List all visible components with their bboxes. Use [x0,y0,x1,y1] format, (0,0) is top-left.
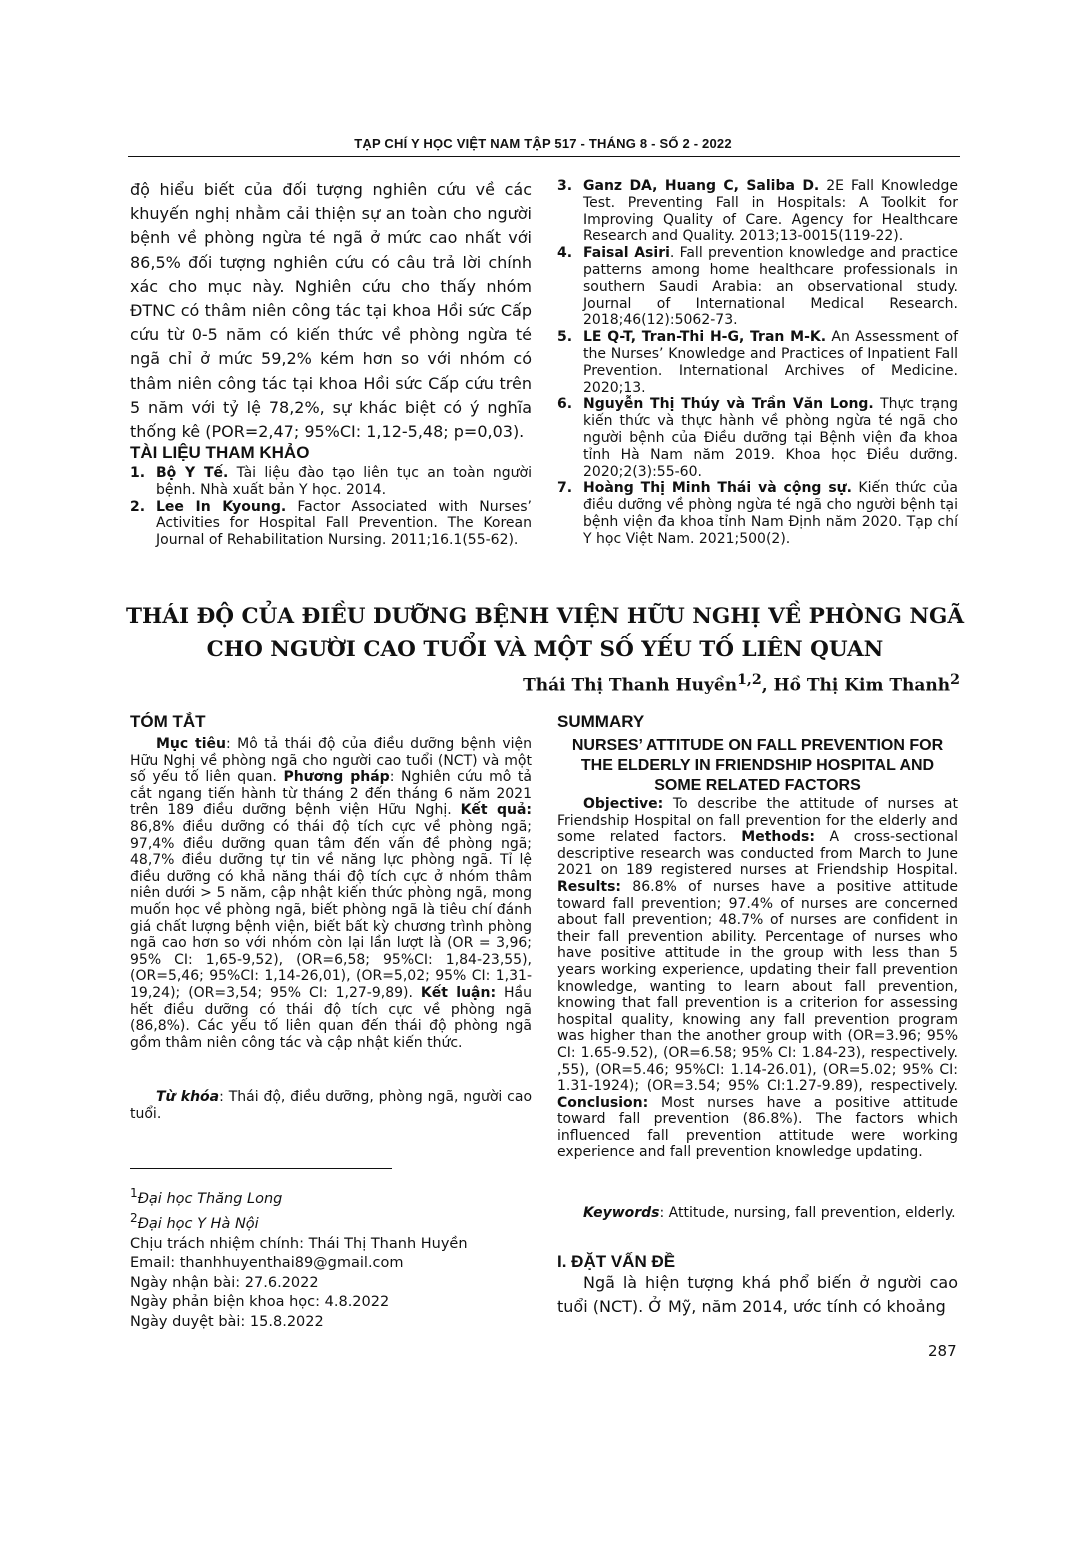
reference-item: 2. Lee In Kyoung. Factor Associated with Nurses’ Activities for Hospital Fall Prevention. The Korean Journal of Rehabilitation Nursing. 2011;16.1(55-62). [130,498,532,549]
date-accepted: Ngày duyệt bài: 15.8.2022 [130,1313,324,1330]
references-list-right [557,178,958,548]
date-reviewed: Ngày phản biện khoa học: 4.8.2022 [130,1294,390,1311]
summary-heading: SUMMARY [557,712,645,731]
reference-item: 3. Ganz DA, Huang C, Saliba D. 2E Fall Knowledge Test. Preventing Fall in Hospitals: A Toolkit for Improving Quality of Care. Agency for Healthcare Research and Quality. 2013;13-0015(119-22). [557,178,958,245]
article-title-line2: CHO NGƯỜI CAO TUỔI VÀ MỘT SỐ YẾU TỐ LIÊN QUAN [206,637,884,662]
summary-keywords: Keywords: Attitude, nursing, fall prevention, elderly. [583,1205,956,1221]
affiliation-2: $^2$Đại học Y Hà Nội [130,1211,259,1233]
affiliation-1: $^1$Đại học Thăng Long [130,1186,283,1207]
abstract-vi-body: Mục tiêu: Mô tả thái độ của điều dưỡng bệnh viện Hữu Nghị về phòng ngã cho người cao tuổi (NCT) và một số yếu tố liên quan. Phương pháp: Nghiên cứu mô tả cắt ngang tiến hành từ tháng 2 đến tháng 6 năm 2021 trên 189 điều dưỡng bệnh viện Hữu Nghị. Kết quả: 86,8% điều dưỡng có thái độ tích cực về phòng ngã; 97,4% điều dưỡng quan tâm đến vấn đề phòng ngã; 48,7% điều dưỡng tự tin về năng lực phòng ngã. Tỉ lệ điều dưỡng có khả năng thái độ tích cực ở nhóm thâm niên dưới > 5 năm, cập nhật kiến thức phòng ngã, mong muốn học về phòng ngã, biết phòng ngã là tiêu chí đánh giá chất lượng bệnh viện, biết bất kỳ chương trình phòng ngã cao hơn so với nhóm còn lại lần lượt là (OR = 3,96; 95% CI: 1,65-9,52), (OR=6,58; 95%CI: 1,84-23,55), (OR=5,46; 95%CI: 1,14-26,01), (OR=5,02; 95% CI: 1,31-19,24); (OR=3,54; 95% CI: 1,27-9,89). Kết luận: Hầu hết điều dưỡng có thái độ tích cực về phòng ngã (86,8%). Các yếu tố liên quan đến thái độ phòng ngã gồm thâm niên công tác và cập nhật kiến thức. [130,736,533,1051]
continued-paragraph: độ hiểu biết của đối tượng nghiên cứu về các khuyến nghị nhằm cải thiện sự an toàn cho người bệnh về phòng ngừa té ngã ở mức cao nhất với 86,5% đối tượng nghiên cứu có câu trả lời chính xác cho mục này. Nghiên cứu cho thấy nhóm ĐTNC có thâm niên công tác tại khoa Hồi sức Cấp cứu từ 0-5 năm có kiến thức về phòng ngừa té ngã chỉ ở mức 59,2% kém hơn so với nhóm có thâm niên công tác tại khoa Hồi sức Cấp cứu trên 5 năm với tỷ lệ 78,2%, sự khác biệt có ý nghĩa thống kê (POR=2,47; 95%CI: 1,12-5,48; p=0,03). [130,180,532,442]
references-list-left [130,465,532,549]
page-number: 287 [928,1342,957,1360]
reference-item: 4. Faisal Asiri. Fall prevention knowledge and practice patterns among home healthcare professionals in southern Saudi Arabia: an observational study. Journal of International Medical Research. 2018;46(12):5062-73. [557,245,958,329]
summary-title: NURSES’ ATTITUDE ON FALL PREVENTION FOR THE ELDERLY IN FRIENDSHIP HOSPITAL AND SOME RELATED FACTORS [571,737,944,794]
section-1-heading: I. ĐẶT VẤN ĐỀ [557,1252,676,1271]
article-title [120,600,970,666]
journal-header: TẠP CHÍ Y HỌC VIỆT NAM TẬP 517 - THÁNG 8 - SỐ 2 - 2022 [354,136,732,151]
header-rule [128,156,960,157]
references-heading: TÀI LIỆU THAM KHẢO [130,443,310,462]
reference-item: 1. Bộ Y Tế. Tài liệu đào tạo liên tục an toàn người bệnh. Nhà xuất bản Y học. 2014. [130,465,532,498]
abstract-vi-keywords: Từ khóa: Thái độ, điều dưỡng, phòng ngã, người cao tuổi. [130,1089,533,1122]
reference-item: 6. Nguyễn Thị Thúy và Trần Văn Long. Thực trạng kiến thức và thực hành về phòng ngừa té ngã cho người bệnh của Điều dưỡng tại Bệnh viện đa khoa tỉnh Hà Nam năm 2019. Khoa học Điều dưỡng. 2020;2(3):55-60. [557,396,958,480]
summary-body: Objective: To describe the attitude of nurses at Friendship Hospital on fall prevention for the elderly and some related factors. Methods: A cross-sectional descriptive research was conducted from March to June 2021 on 189 registered nurses at Friendship Hospital. Results: 86.8% of nurses have a positive attitude toward fall prevention; 97.4% of nurses are concerned about fall prevention; 48.7% of nurses are confident in their fall prevention ability. Percentage of nurses who have positive attitude in the group with less than 5 years working experience, updating their fall prevention knowledge, wanting to learn about fall prevention, knowing that fall prevention is a criterion for assessing hospital quality, knowing any fall prevention program was higher than the another group with (OR=3.96; 95% CI: 1.65-9.52), (OR=6.58; 95% CI: 1.84-23), respectively. ,55), (OR=5.46; 95%CI: 1.14-26.01), (OR=5.02; 95% CI: 1.31-1924); (OR=3.54; 95% CI:1.27-9.89), respectively. Conclusion: Most nurses have a positive attitude toward fall prevention (86.8%). The factors which influenced fall prevention attitude were working experience and fall prevention knowledge updating. [557,796,958,1161]
date-received: Ngày nhận bài: 27.6.2022 [130,1274,319,1291]
corresponding-author: Chịu trách nhiệm chính: Thái Thị Thanh Huyền [130,1235,468,1252]
reference-item: 5. LE Q-T, Tran-Thi H-G, Tran M-K. An Assessment of the Nurses’ Knowledge and Practices of Inpatient Fall Prevention. International Archives of Medicine. 2020;13. [557,329,958,396]
section-1-text: Ngã là hiện tượng khá phổ biến ở người cao tuổi (NCT). Ở Mỹ, năm 2014, ước tính có khoảng [557,1273,958,1317]
article-title-line1: THÁI ĐỘ CỦA ĐIỀU DƯỠNG BỆNH VIỆN HỮU NGHỊ VỀ PHÒNG NGÃ [125,604,965,629]
reference-item: 7. Hoàng Thị Minh Thái và cộng sự. Kiến thức của điều dưỡng về phòng ngừa té ngã cho người bệnh tại bệnh viện đa khoa tỉnh Nam Định năm 2020. Tạp chí Y học Việt Nam. 2021;500(2). [557,480,958,547]
footnote-rule [130,1168,392,1169]
authors: Thái Thị Thanh Huyền$^{1,2}$, Hồ Thị Kim Thanh$^2$ [523,672,960,696]
abstract-vi-heading: TÓM TẮT [130,712,206,731]
footnotes [130,1184,468,1332]
email: Email: thanhhuyenthai89@gmail.com [130,1255,404,1272]
